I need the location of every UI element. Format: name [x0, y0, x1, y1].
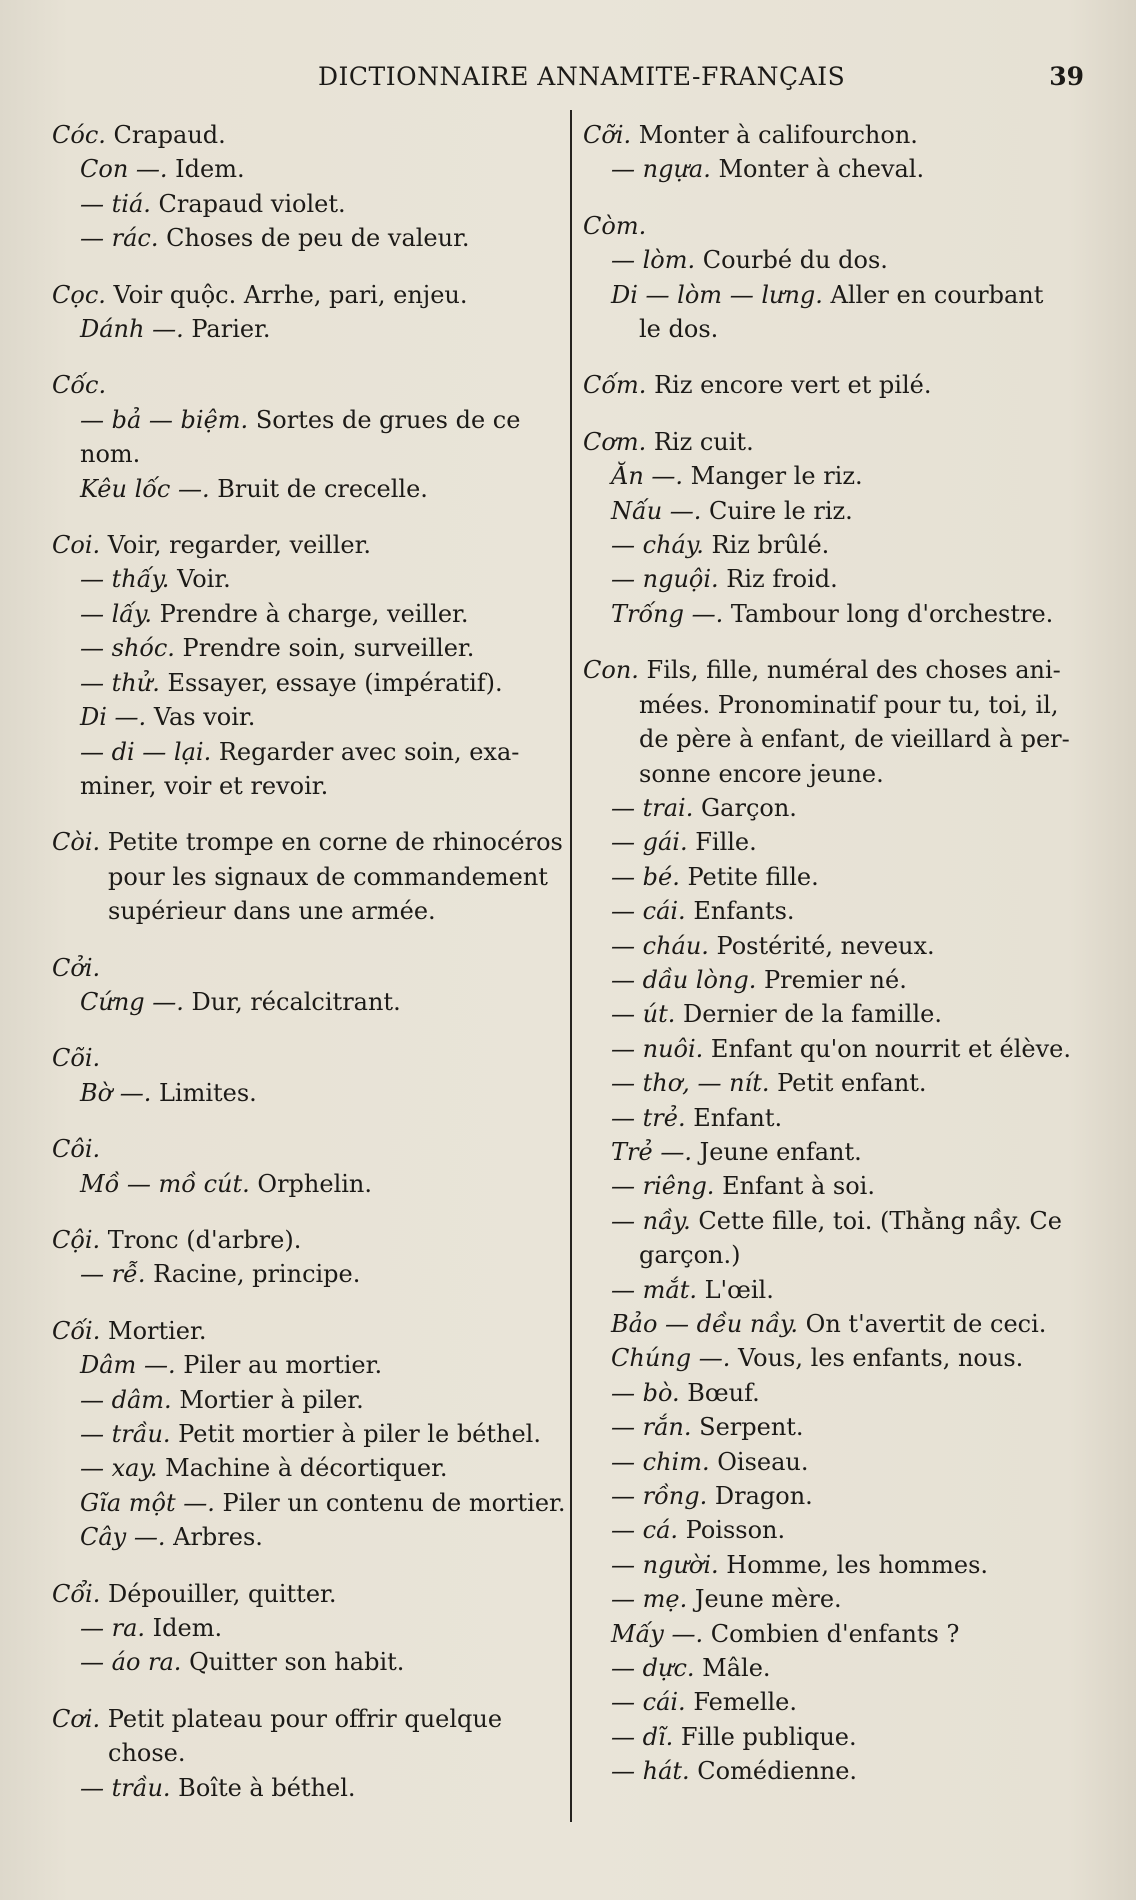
dictionary-entry: [52, 1132, 562, 1201]
phrase: — thơ, — nít.: [611, 1069, 770, 1098]
entry-headline: [52, 1314, 562, 1348]
phrase: Dánh —.: [80, 315, 184, 344]
definition: Petit mortier à piler le béthel.: [170, 1420, 541, 1448]
headword: Cõi.: [52, 1044, 101, 1073]
definition: Vous, les enfants, nous.: [730, 1344, 1024, 1373]
entry-line: [583, 894, 1095, 928]
entry-line: [583, 1582, 1095, 1616]
definition: Enfant à soi.: [714, 1172, 875, 1201]
phrase: Mồ — mồ cút.: [80, 1169, 250, 1198]
definition: Enfants.: [685, 897, 795, 926]
definition: Tronc (d'arbre).: [100, 1225, 302, 1254]
definition: Homme, les hommes.: [718, 1550, 989, 1579]
entry-headline: [583, 425, 1095, 459]
definition: Vas voir.: [146, 703, 256, 732]
entry-line: [52, 597, 562, 631]
phrase: — người.: [611, 1550, 719, 1579]
headword: Con.: [583, 656, 639, 685]
definition: Monter à califourchon.: [631, 121, 918, 149]
entry-line: [52, 472, 562, 506]
definition: Monter à cheval.: [710, 155, 925, 184]
definition: Piler un contenu de mortier.: [214, 1488, 566, 1517]
phrase: — dầu lòng.: [611, 965, 757, 994]
page-header: [0, 62, 1136, 102]
dictionary-entry: [52, 528, 562, 803]
definition: Femelle.: [685, 1688, 798, 1717]
dictionary-entry: [583, 118, 1095, 187]
phrase: — ngựa.: [611, 155, 711, 184]
entry-line: [52, 1486, 566, 1520]
dictionary-entry: [52, 118, 562, 256]
phrase: — bả — biệm.: [80, 405, 249, 434]
entry-line: [583, 1341, 1095, 1375]
dictionary-entry: [52, 278, 562, 347]
phrase: Chúng —.: [611, 1344, 731, 1373]
entry-line: [52, 666, 562, 700]
entry-line: [583, 1101, 1095, 1135]
entry-line: [52, 700, 562, 734]
definition: Crapaud violet.: [150, 189, 346, 218]
definition: Prendre soin, surveiller.: [174, 634, 475, 663]
definition: On t'avertit de ceci.: [798, 1310, 1047, 1338]
entry-line: [52, 1383, 562, 1417]
definition: Riz encore vert et pilé.: [646, 371, 932, 400]
phrase: — cái.: [611, 897, 686, 926]
phrase: — bò.: [611, 1378, 680, 1407]
definition: Poisson.: [678, 1516, 786, 1545]
dictionary-entry: [52, 1041, 562, 1110]
entry-line: [52, 437, 562, 471]
entry-line: [583, 459, 1095, 493]
entry-headline: [52, 825, 562, 859]
definition: mées. Pronominatif pour tu, toi, il,: [639, 690, 1059, 719]
definition: Prendre à charge, veiller.: [152, 599, 469, 628]
entry-line: [52, 1167, 562, 1201]
entry-line: [583, 757, 1095, 791]
headword: Cối.: [52, 1316, 101, 1345]
definition: Dernier de la famille.: [675, 1000, 942, 1029]
definition: Postérité, neveux.: [708, 931, 935, 960]
definition: Riz brûlé.: [703, 531, 830, 560]
phrase: Trống —.: [611, 599, 724, 628]
phrase: — di — lại.: [80, 737, 212, 766]
phrase: — ra.: [80, 1614, 146, 1643]
entry-headline: [52, 951, 562, 985]
definition: Mortier à piler.: [171, 1385, 364, 1414]
entry-line: [583, 825, 1095, 859]
entry-line: [583, 278, 1095, 312]
phrase: — mắt.: [611, 1275, 697, 1304]
entry-line: [583, 1754, 1095, 1788]
phrase: — thử.: [80, 668, 160, 697]
phrase: — cái.: [611, 1688, 686, 1717]
phrase: Di —.: [80, 703, 147, 732]
left-column: [52, 118, 566, 1827]
entry-line: [52, 860, 562, 894]
headword: Cổi.: [52, 1579, 101, 1608]
entry-headline: [52, 528, 562, 562]
definition: Orphelin.: [249, 1169, 373, 1198]
definition: Bœuf.: [679, 1378, 760, 1407]
entry-line: [583, 494, 1095, 528]
entry-line: [583, 1135, 1095, 1169]
headword: Cơm.: [583, 427, 647, 456]
definition: Tambour long d'orchestre.: [723, 599, 1054, 628]
entry-line: [52, 985, 562, 1019]
definition: Boîte à béthel.: [170, 1773, 356, 1802]
entry-line: [583, 1032, 1095, 1066]
definition: Fille.: [687, 828, 757, 857]
definition: Idem.: [145, 1614, 223, 1643]
entry-line: [583, 562, 1095, 596]
entry-line: [583, 1548, 1095, 1582]
definition: Fils, fille, numéral des choses ani-: [638, 656, 1061, 685]
entry-line: [52, 894, 562, 928]
entry-line: [583, 1066, 1095, 1100]
definition: chose.: [108, 1739, 186, 1768]
entry-line: [52, 1257, 562, 1291]
definition: Petite fille.: [679, 862, 819, 891]
entry-line: [52, 1076, 562, 1110]
phrase: — trẻ.: [611, 1103, 686, 1132]
phrase: — rác.: [80, 224, 159, 253]
entry-line: [52, 1645, 562, 1679]
entry-line: [52, 769, 562, 803]
definition: le dos.: [639, 315, 719, 344]
phrase: Bờ —.: [80, 1078, 152, 1107]
definition: Courbé du dos.: [695, 246, 888, 275]
entry-line: [583, 791, 1095, 825]
dictionary-entry: [52, 1702, 562, 1805]
phrase: — rồng.: [611, 1482, 708, 1511]
headword: Cơi.: [52, 1704, 101, 1733]
entry-headline: [583, 118, 1095, 152]
definition: Oiseau.: [709, 1447, 809, 1476]
definition: Jeune enfant.: [691, 1137, 862, 1166]
headword: Coi.: [52, 531, 101, 560]
definition: Dur, récalcitrant.: [183, 987, 401, 1016]
column-divider: [570, 110, 572, 1822]
definition: Comédienne.: [689, 1757, 858, 1786]
phrase: — dĩ.: [611, 1722, 674, 1751]
definition: pour les signaux de commandement: [108, 862, 548, 891]
definition: Regarder avec soin, exa-: [211, 737, 520, 766]
definition: Cuire le riz.: [701, 496, 853, 525]
definition: Racine, principe.: [145, 1260, 361, 1289]
headword: Côi.: [52, 1135, 101, 1164]
phrase: — mẹ.: [611, 1585, 688, 1614]
definition: Jeune mère.: [687, 1585, 842, 1614]
entry-headline: [52, 368, 562, 402]
phrase: Trẻ —.: [611, 1137, 692, 1166]
headword: Cội.: [52, 1225, 101, 1254]
phrase: — hát.: [611, 1757, 690, 1786]
entry-line: [583, 1479, 1095, 1513]
entry-line: [583, 1720, 1095, 1754]
entry-line: [583, 1410, 1095, 1444]
entry-line: [583, 1204, 1095, 1238]
phrase: Bảo — dều nầy.: [611, 1310, 799, 1338]
definition: Voir.: [169, 565, 231, 594]
headword: Còm.: [583, 211, 647, 240]
dictionary-entry: [583, 425, 1095, 631]
phrase: — thấy.: [80, 565, 170, 594]
entry-line: [52, 221, 562, 255]
definition: Essayer, essaye (impératif).: [159, 668, 503, 697]
definition: Machine à décortiquer.: [157, 1454, 448, 1483]
phrase: — nguội.: [611, 565, 719, 594]
definition: Idem.: [167, 155, 245, 184]
entry-line: [583, 1651, 1095, 1685]
phrase: — dực.: [611, 1654, 695, 1683]
definition: Crapaud.: [105, 121, 226, 149]
definition: garçon.): [639, 1241, 741, 1270]
definition: Fille publique.: [673, 1722, 857, 1751]
entry-line: [52, 403, 562, 437]
headword: Cỡi.: [583, 121, 632, 149]
definition: de père à enfant, de vieillard à per-: [639, 725, 1070, 754]
definition: Dépouiller, quitter.: [100, 1579, 337, 1608]
entry-line: [52, 187, 562, 221]
phrase: — rễ.: [80, 1260, 146, 1289]
entry-line: [52, 1611, 562, 1645]
definition: L'œil.: [696, 1275, 774, 1304]
phrase: — lòm.: [611, 246, 696, 275]
definition: Petit enfant.: [769, 1069, 927, 1098]
headword: Cốm.: [583, 371, 647, 400]
entry-headline: [583, 653, 1095, 687]
entry-headline: [52, 1132, 562, 1166]
entry-headline: [52, 1702, 562, 1736]
entry-line: [583, 1169, 1095, 1203]
phrase: Mấy —.: [611, 1619, 704, 1648]
entry-line: [52, 1348, 562, 1382]
entry-line: [583, 1685, 1095, 1719]
phrase: — shóc.: [80, 634, 175, 663]
phrase: Gĩa một —.: [80, 1488, 215, 1517]
dictionary-entry: [583, 653, 1095, 1788]
definition: Enfant qu'on nourrit et élève.: [703, 1034, 1071, 1063]
entry-line: [52, 1451, 562, 1485]
entry-line: [52, 735, 562, 769]
headword: Cóc.: [52, 121, 106, 149]
entry-line: [583, 152, 1095, 186]
definition: Riz cuit.: [646, 427, 754, 456]
phrase: Di — lòm — lưng.: [611, 280, 823, 309]
phrase: Ăn —.: [611, 462, 684, 491]
entry-headline: [52, 1577, 562, 1611]
entry-line: [52, 152, 562, 186]
phrase: — rắn.: [611, 1413, 692, 1442]
definition: Limites.: [151, 1078, 257, 1107]
entry-line: [52, 1417, 562, 1451]
phrase: Kêu lốc —.: [80, 474, 210, 503]
phrase: — trầu.: [80, 1420, 171, 1448]
headword: Cởi.: [52, 953, 101, 982]
phrase: Cây —.: [80, 1523, 166, 1552]
phrase: — nuôi.: [611, 1034, 704, 1063]
definition: Parier.: [183, 315, 271, 344]
dictionary-entry: [52, 1314, 566, 1555]
dictionary-entry: [52, 825, 562, 928]
definition: Arbres.: [165, 1523, 263, 1552]
dictionary-entry: [52, 1223, 562, 1292]
phrase: — bé.: [611, 862, 680, 891]
definition: Petit plateau pour offrir quelque: [100, 1704, 503, 1733]
entry-line: [52, 562, 562, 596]
dictionary-entry: [583, 368, 1095, 402]
dictionary-entry: [583, 209, 1095, 347]
entry-line: [583, 860, 1095, 894]
phrase: — trầu.: [80, 1773, 171, 1802]
definition: Enfant.: [685, 1103, 783, 1132]
entry-line: [583, 312, 1095, 346]
entry-line: [583, 1238, 1095, 1272]
phrase: — trai.: [611, 793, 694, 822]
entry-line: [583, 1445, 1095, 1479]
definition: Choses de peu de valeur.: [158, 224, 470, 253]
running-title: DICTIONNAIRE ANNAMITE-FRANÇAIS: [318, 62, 846, 91]
definition: Aller en courbant: [822, 280, 1044, 309]
definition: Dragon.: [707, 1482, 813, 1511]
entry-line: [52, 1771, 562, 1805]
phrase: Cứng —.: [80, 987, 184, 1016]
entry-line: [52, 312, 562, 346]
definition: Serpent.: [691, 1413, 804, 1442]
phrase: — cá.: [611, 1516, 679, 1545]
definition: Manger le riz.: [683, 462, 863, 491]
entry-line: [583, 929, 1095, 963]
entry-line: [583, 597, 1095, 631]
entry-headline: [52, 278, 562, 312]
entry-line: [52, 1736, 562, 1770]
definition: Cette fille, toi. (Thằng nầy. Ce: [690, 1206, 1062, 1235]
entry-headline: [583, 368, 1095, 402]
definition: Riz froid.: [718, 565, 838, 594]
definition: Mortier.: [100, 1316, 207, 1345]
definition: supérieur dans une armée.: [108, 897, 436, 926]
entry-line: [583, 243, 1095, 277]
entry-line: [583, 1376, 1095, 1410]
definition: Bruit de crecelle.: [209, 474, 428, 503]
definition: Voir quộc. Arrhe, pari, enjeu.: [105, 280, 468, 309]
phrase: — gái.: [611, 828, 688, 857]
entry-line: [583, 722, 1095, 756]
dictionary-entry: [52, 1577, 562, 1680]
entry-line: [583, 688, 1095, 722]
right-column: [583, 118, 1095, 1811]
phrase: — tiá.: [80, 189, 151, 218]
entry-line: [52, 1520, 562, 1554]
definition: Voir, regarder, veiller.: [100, 531, 372, 560]
phrase: Dâm —.: [80, 1351, 176, 1380]
phrase: — nầy.: [611, 1206, 691, 1235]
entry-line: [583, 1617, 1095, 1651]
definition: Sortes de grues de ce: [248, 405, 521, 434]
phrase: — cháu.: [611, 931, 709, 960]
dictionary-entry: [52, 951, 562, 1020]
phrase: — cháy.: [611, 531, 704, 560]
definition: Quitter son habit.: [181, 1648, 405, 1677]
entry-headline: [52, 1223, 562, 1257]
entry-headline: [52, 118, 562, 152]
definition: sonne encore jeune.: [639, 759, 884, 788]
phrase: — riêng.: [611, 1172, 715, 1201]
definition: Mâle.: [694, 1654, 771, 1683]
phrase: — lấy.: [80, 599, 153, 628]
headword: Còi.: [52, 828, 101, 857]
entry-line: [583, 997, 1095, 1031]
definition: Garçon.: [693, 793, 797, 822]
dictionary-entry: [52, 368, 562, 506]
phrase: Nấu —.: [611, 496, 702, 525]
entry-line: [583, 528, 1095, 562]
entry-line: [52, 631, 562, 665]
phrase: — chim.: [611, 1447, 710, 1476]
definition: Premier né.: [756, 965, 907, 994]
definition: Piler au mortier.: [175, 1351, 383, 1380]
headword: Cọc.: [52, 280, 106, 309]
definition: miner, voir et revoir.: [80, 771, 329, 800]
entry-line: [583, 1273, 1095, 1307]
definition: Combien d'enfants ?: [703, 1619, 960, 1648]
entry-line: [583, 963, 1095, 997]
entry-headline: [583, 209, 1095, 243]
phrase: — áo ra.: [80, 1648, 182, 1677]
phrase: Con —.: [80, 155, 168, 184]
definition: nom.: [80, 440, 141, 469]
headword: Cốc.: [52, 371, 107, 400]
entry-line: [583, 1307, 1095, 1341]
page-number: 39: [1049, 62, 1084, 91]
phrase: — dâm.: [80, 1385, 172, 1414]
entry-headline: [52, 1041, 562, 1075]
entry-line: [583, 1513, 1095, 1547]
phrase: — xay.: [80, 1454, 158, 1483]
definition: Petite trompe en corne de rhinocéros: [100, 828, 563, 857]
phrase: — út.: [611, 1000, 676, 1029]
